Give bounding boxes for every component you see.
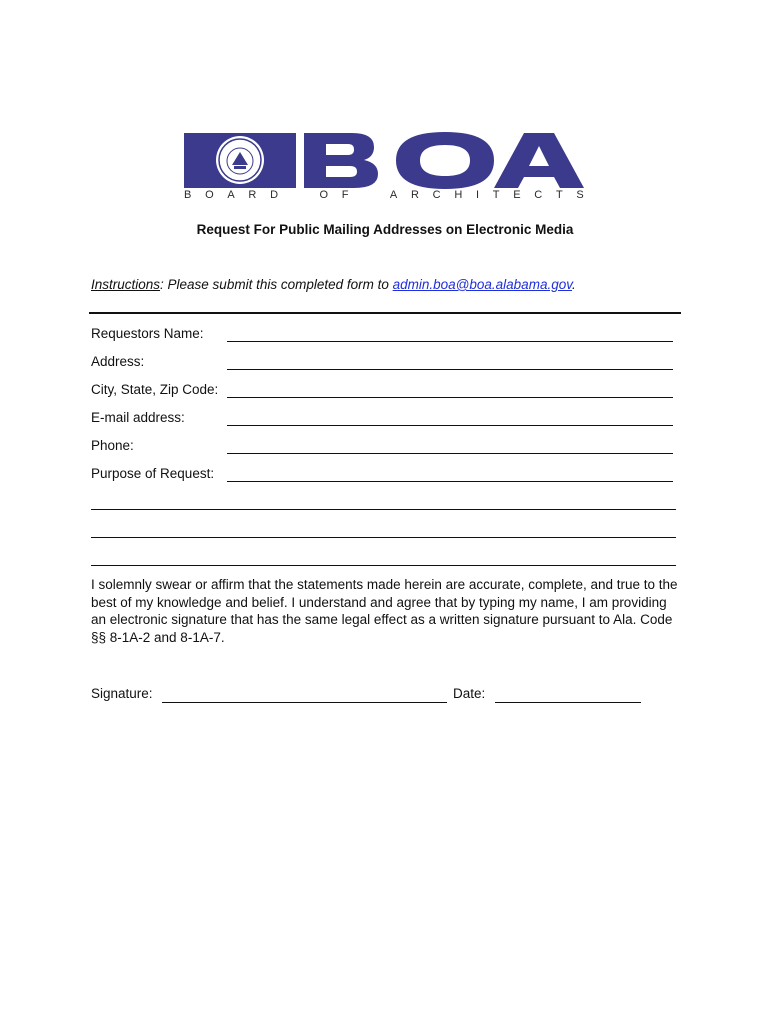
phone-label: Phone: xyxy=(91,438,134,453)
purpose-field-line-2[interactable] xyxy=(91,509,676,510)
purpose-label: Purpose of Request: xyxy=(91,466,215,481)
affirmation-statement: I solemnly swear or affirm that the statements made herein are accurate, complete, and true to the best of my knowledge and belief. I understand and agree that by typing my name, I am providing an electronic signature that has the same legal effect as a written signature pursuant to Ala. Code §§ 8-1A-2 and 8-1A-7. xyxy=(91,577,678,646)
logo-tagline: B O A R D O F A R C H I T E C T S xyxy=(184,189,584,201)
logo-letter-b xyxy=(304,133,378,188)
boa-logo-graphic xyxy=(184,130,584,190)
divider xyxy=(89,312,681,314)
requestors-name-field[interactable] xyxy=(227,341,673,342)
city-state-zip-field[interactable] xyxy=(227,397,673,398)
instructions: Instructions: Please submit this completed form to admin.boa@boa.alabama.gov. xyxy=(91,277,576,292)
document-title: Request For Public Mailing Addresses on Electronic Media xyxy=(196,222,574,237)
address-label: Address: xyxy=(91,354,145,369)
date-field[interactable] xyxy=(495,702,641,703)
purpose-field[interactable] xyxy=(227,481,673,482)
logo-letter-o xyxy=(396,132,494,189)
email-label: E-mail address: xyxy=(91,410,185,425)
phone-field[interactable] xyxy=(227,453,673,454)
requestors-name-label: Requestors Name: xyxy=(91,326,204,341)
purpose-field-line-4[interactable] xyxy=(91,565,676,566)
signature-label: Signature: xyxy=(91,686,153,701)
instructions-text: : Please submit this completed form to xyxy=(160,277,393,292)
city-state-zip-label: City, State, Zip Code: xyxy=(91,382,219,397)
signature-field[interactable] xyxy=(162,702,447,703)
logo-letter-a xyxy=(494,133,584,188)
instructions-heading: Instructions xyxy=(91,277,161,292)
date-label: Date: xyxy=(453,686,486,701)
email-field[interactable] xyxy=(227,425,673,426)
purpose-field-line-3[interactable] xyxy=(91,537,676,538)
address-field[interactable] xyxy=(227,369,673,370)
email-link[interactable]: admin.boa@boa.alabama.gov xyxy=(392,277,572,292)
